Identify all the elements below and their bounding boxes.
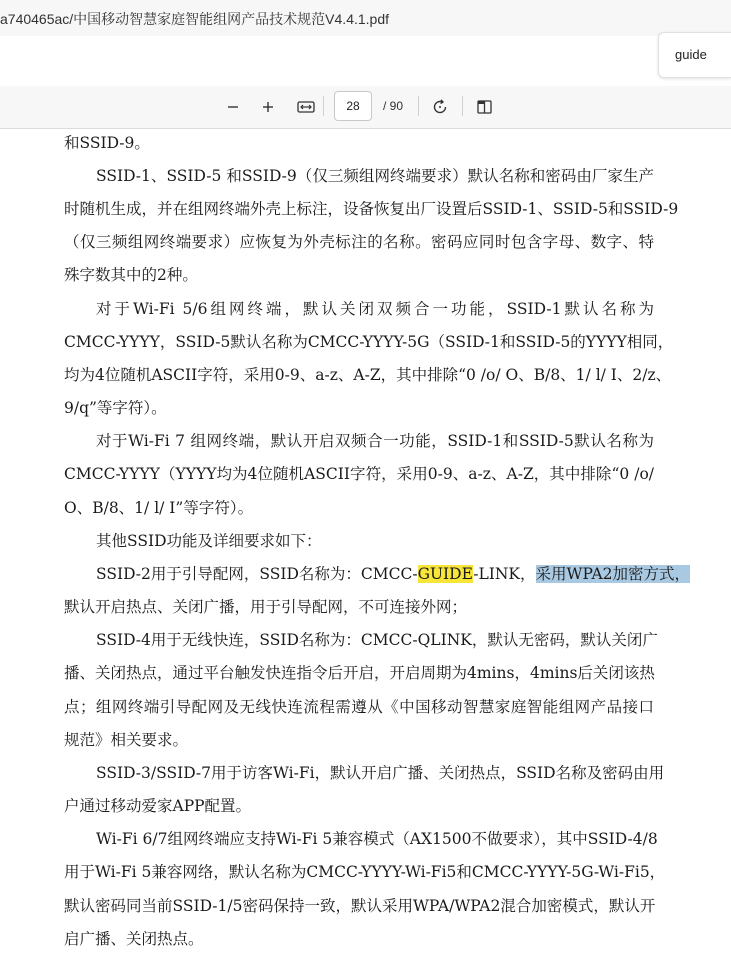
text-line: 户通过移动爱家APP配置。: [64, 797, 252, 815]
text-run: -LINK，: [473, 565, 536, 583]
fit-width-button[interactable]: [293, 94, 319, 120]
toolbar-separator: [418, 96, 419, 116]
document-path: a740465ac/中国移动智慧家庭智能组网产品技术规范V4.4.1.pdf: [0, 11, 390, 27]
text-line: 殊字数其中的2种。: [64, 266, 198, 284]
minus-icon: [226, 100, 240, 114]
title-bar: [0, 0, 731, 37]
toolbar-separator: [323, 96, 324, 116]
text-line: 9/q”等字符）。: [64, 399, 167, 417]
text-line: SSID-3/SSID-7用于访客Wi-Fi，默认开启广播、关闭热点，SSID名称及密码由用: [96, 764, 665, 782]
text-line: 规范》相关要求。: [64, 731, 189, 749]
two-page-view-button[interactable]: [472, 94, 498, 120]
zoom-in-button[interactable]: [255, 94, 281, 120]
text-line: 其他SSID功能及详细要求如下：: [96, 532, 322, 550]
rotate-button[interactable]: [427, 94, 453, 120]
text-line: 默认密码同当前SSID-1/5密码保持一致，默认采用WPA/WPA2混合加密模式，默认开: [64, 897, 656, 915]
fit-width-icon: [297, 100, 315, 114]
text-line: 和SSID-9。: [64, 134, 150, 152]
text-line: O、B/8、1/ l/ I”等字符）。: [64, 499, 254, 517]
toolbar-separator: [462, 96, 463, 116]
text-line: 时随机生成，并在组网终端外壳上标注，设备恢复出厂设置后SSID-1、SSID-5和SSID-9: [64, 200, 679, 218]
text-line: CMCC-YYYY（YYYY均为4位随机ASCII字符，采用0-9、a-z、A-Z，其中排除“0 /o/: [64, 465, 654, 483]
page-number-input[interactable]: 28: [334, 91, 372, 121]
zoom-out-button[interactable]: [220, 94, 246, 120]
text-line: Wi-Fi 6/7组网终端应支持Wi-Fi 5兼容模式（AX1500不做要求），其中SSID-4/8: [96, 830, 658, 848]
page-total: / 90: [383, 99, 404, 113]
text-line: 启广播、关闭热点。: [64, 930, 204, 948]
text-line: 对于Wi-Fi 7 组网终端，默认开启双频合一功能，SSID-1和SSID-5默认名称为: [96, 432, 654, 450]
text-run: SSID-2用于引导配网，SSID名称为：CMCC-: [96, 565, 418, 583]
text-line: CMCC-YYYY，SSID-5默认名称为CMCC-YYYY-5G（SSID-1和SSID-5的YYYY相同，: [64, 333, 674, 351]
text-line: 对于Wi-Fi 5/6组网终端，默认关闭双频合一功能，SSID-1默认名称为: [96, 300, 654, 318]
text-line: SSID-4用于无线快连，SSID名称为：CMCC-QLINK，默认无密码，默认关闭广: [96, 631, 658, 649]
search-match-highlight: GUIDE: [417, 565, 474, 583]
text-line: 播、关闭热点，通过平台触发快连指令后开启，开启周期为4mins，4mins后关闭该热: [64, 664, 655, 682]
text-line: 点；组网终端引导配网及无线快连流程需遵从《中国移动智慧家庭智能组网产品接口: [64, 698, 654, 716]
text-line: 用于Wi-Fi 5兼容网络，默认名称为CMCC-YYYY-Wi-Fi5和CMCC-YYYY-5G-Wi-Fi5，: [64, 863, 666, 881]
find-bar: [0, 36, 731, 87]
text-line: SSID-1、SSID-5 和SSID-9（仅三频组网终端要求）默认名称和密码由厂家生产: [96, 167, 654, 185]
text-line: 均为4位随机ASCII字符，采用0-9、a-z、A-Z，其中排除“0 /o/ O、B/8、1/ l/ I、2/z、: [64, 366, 672, 384]
text-line: （仅三频组网终端要求）应恢复为外壳标注的名称。密码应同时包含字母、数字、特: [64, 233, 654, 251]
find-query: guide: [675, 47, 707, 62]
text-line-with-highlights: [96, 564, 690, 584]
find-input[interactable]: [658, 32, 731, 78]
two-page-view-icon: [476, 99, 494, 115]
rotate-icon: [431, 98, 449, 116]
text-selection[interactable]: 采用WPA2加密方式，: [535, 565, 691, 583]
plus-icon: [261, 100, 275, 114]
text-line: 默认开启热点、关闭广播，用于引导配网，不可连接外网；: [64, 598, 468, 616]
